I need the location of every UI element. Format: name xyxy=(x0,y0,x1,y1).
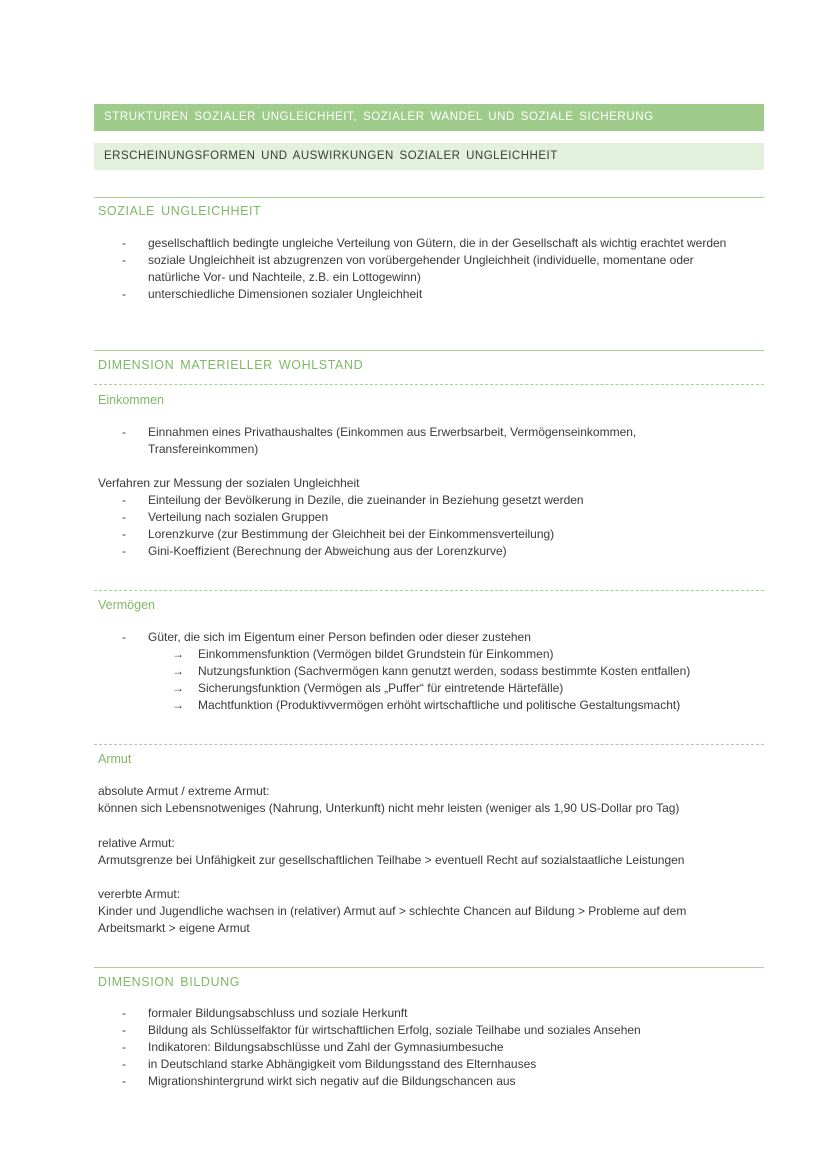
list-item: → Nutzungsfunktion (Sachvermögen kann genutzt werden, sodass bestimmte Kosten entfallen) xyxy=(172,664,691,678)
absolute-armut-text: können sich Lebensnotweniges (Nahrung, Unterkunft) nicht mehr leisten (weniger als 1,90 US-Dollar pro Tag) xyxy=(98,801,680,815)
main-topic-banner: STRUKTUREN SOZIALER UNGLEICHHEIT, SOZIALER WANDEL UND SOZIALE SICHERUNG xyxy=(94,104,764,131)
subsection-title-vermoegen: Vermögen xyxy=(98,598,155,612)
list-item: - gesellschaftlich bedingte ungleiche Verteilung von Gütern, die in der Gesellschaft als wichtig erachtet werden xyxy=(122,236,727,250)
dash-bullet: - xyxy=(122,1074,126,1088)
section-divider xyxy=(94,967,764,968)
relative-armut-text: Armutsgrenze bei Unfähigkeit zur gesellschaftlichen Teilhabe > eventuell Recht auf sozialstaatliche Leistungen xyxy=(98,853,685,867)
list-item: - Verteilung nach sozialen Gruppen xyxy=(122,510,329,524)
dash-bullet: - xyxy=(122,1023,126,1037)
relative-armut-label: relative Armut: xyxy=(98,836,175,850)
verfahren-label: Verfahren zur Messung der sozialen Ungleichheit xyxy=(98,476,360,490)
list-item: → Sicherungsfunktion (Vermögen als „Puffer“ für eintretende Härtefälle) xyxy=(172,681,564,695)
vermoegen-list xyxy=(122,629,742,646)
vermoegen-functions-list xyxy=(172,646,690,714)
list-item: - soziale Ungleichheit ist abzugrenzen von vorübergehender Ungleichheit (individuelle, momentane oder natürliche Vor- und Nachteile, z.B. ein Lottogewinn) xyxy=(122,253,694,284)
list-item: - formaler Bildungsabschluss und soziale Herkunft xyxy=(122,1006,408,1020)
einkommen-list xyxy=(122,424,742,458)
dash-bullet: - xyxy=(122,1006,126,1020)
section-title-soziale-ungleichheit: SOZIALE UNGLEICHHEIT xyxy=(98,204,262,218)
section-divider xyxy=(94,197,764,198)
dash-bullet: - xyxy=(122,253,126,267)
dash-bullet: - xyxy=(122,493,126,507)
dash-bullet: - xyxy=(122,630,126,644)
list-item: - Güter, die sich im Eigentum einer Person befinden oder dieser zustehen xyxy=(122,630,531,644)
verfahren-list xyxy=(122,492,742,560)
arrow-icon: → xyxy=(172,664,184,678)
subsection-divider xyxy=(94,744,764,745)
list-item: - Einnahmen eines Privathaushaltes (Einkommen aus Erwerbsarbeit, Vermögenseinkommen, Transfereinkommen) xyxy=(122,425,637,456)
dash-bullet: - xyxy=(122,236,126,250)
dash-bullet: - xyxy=(122,510,126,524)
list-item: → Einkommensfunktion (Vermögen bildet Grundstein für Einkommen) xyxy=(172,647,554,661)
section-title-materieller-wohlstand: DIMENSION MATERIELLER WOHLSTAND xyxy=(98,358,364,372)
list-item: → Machtfunktion (Produktivvermögen erhöht wirtschaftliche und politische Gestaltungsmacht) xyxy=(172,698,681,712)
section-title-bildung: DIMENSION BILDUNG xyxy=(98,975,241,989)
subtopic-banner: ERSCHEINUNGSFORMEN UND AUSWIRKUNGEN SOZIALER UNGLEICHHEIT xyxy=(94,143,764,170)
list-item: - Lorenzkurve (zur Bestimmung der Gleichheit bei der Einkommensverteilung) xyxy=(122,527,555,541)
list-item: - Gini-Koeffizient (Berechnung der Abweichung aus der Lorenzkurve) xyxy=(122,544,507,558)
list-item: - unterschiedliche Dimensionen sozialer Ungleichheit xyxy=(122,287,423,301)
section-divider xyxy=(94,350,764,351)
arrow-icon: → xyxy=(172,647,184,661)
vererbte-armut-label: vererbte Armut: xyxy=(98,887,181,901)
subsection-title-einkommen: Einkommen xyxy=(98,393,164,407)
list-item: - Migrationshintergrund wirkt sich negativ auf die Bildungschancen aus xyxy=(122,1074,516,1088)
subsection-divider xyxy=(94,384,764,385)
dash-bullet: - xyxy=(122,287,126,301)
list-item: - Einteilung der Bevölkerung in Dezile, die zueinander in Beziehung gesetzt werden xyxy=(122,493,584,507)
list-item: - in Deutschland starke Abhängigkeit vom Bildungsstand des Elternhauses xyxy=(122,1057,537,1071)
vererbte-armut-text: Kinder und Jugendliche wachsen in (relativer) Armut auf > schlechte Chancen auf Bildung > Probleme auf dem Arbeitsmarkt > eigene Armut xyxy=(98,904,687,935)
subsection-title-armut: Armut xyxy=(98,752,132,766)
dash-bullet: - xyxy=(122,1057,126,1071)
dash-bullet: - xyxy=(122,1040,126,1054)
dash-bullet: - xyxy=(122,425,126,439)
bildung-list xyxy=(122,1005,742,1090)
subsection-divider xyxy=(94,590,764,591)
dash-bullet: - xyxy=(122,527,126,541)
list-item: - Bildung als Schlüsselfaktor für wirtschaftlichen Erfolg, soziale Teilhabe und soziales Ansehen xyxy=(122,1023,641,1037)
absolute-armut-label: absolute Armut / extreme Armut: xyxy=(98,784,270,798)
list-item: - Indikatoren: Bildungsabschlüsse und Zahl der Gymnasiumbesuche xyxy=(122,1040,504,1054)
soziale-ungleichheit-list xyxy=(122,235,742,303)
arrow-icon: → xyxy=(172,681,184,695)
arrow-icon: → xyxy=(172,698,184,712)
dash-bullet: - xyxy=(122,544,126,558)
